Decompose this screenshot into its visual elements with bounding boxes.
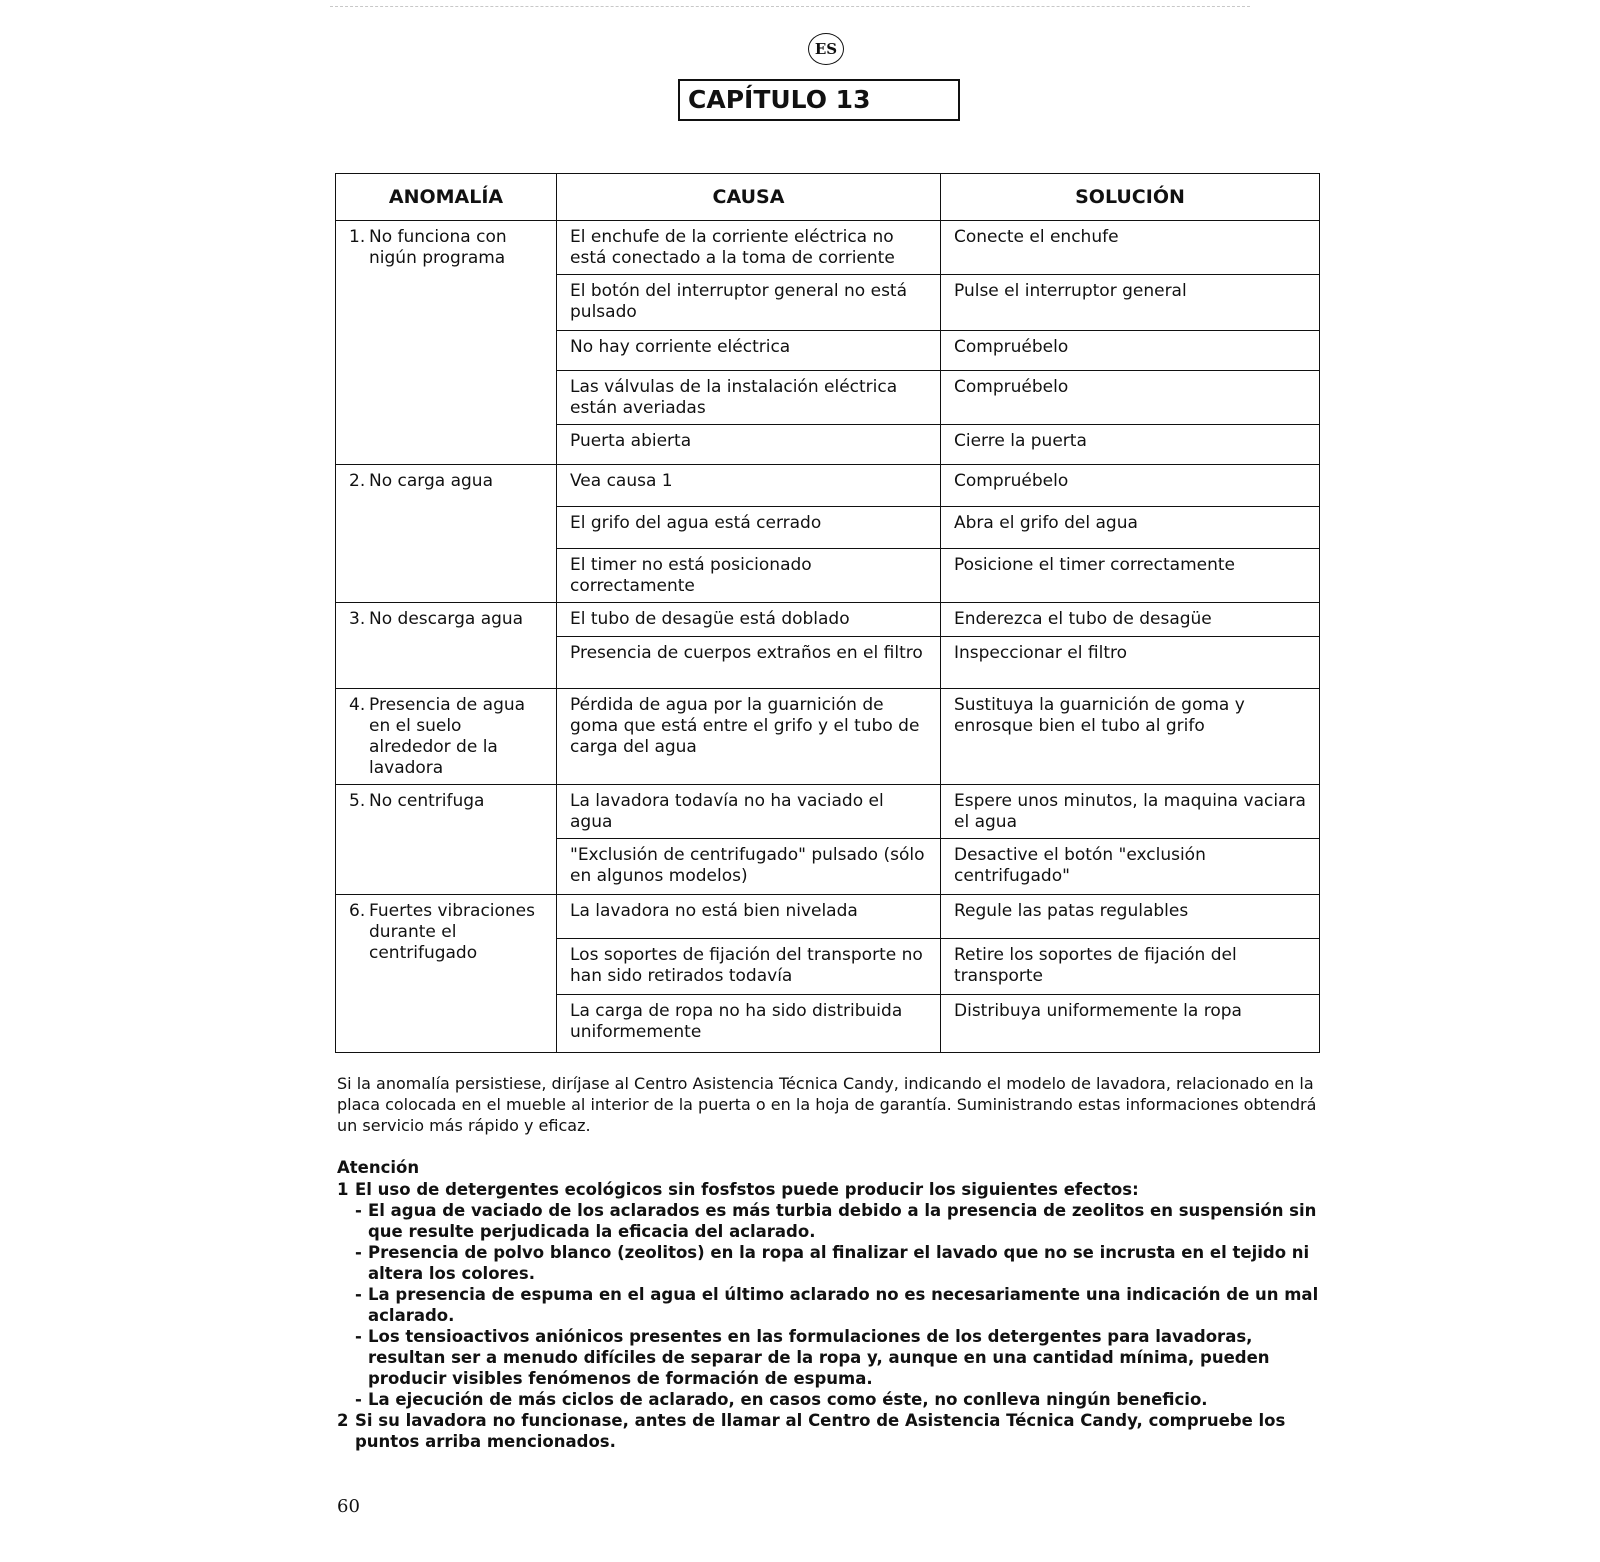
table-row — [336, 603, 1320, 637]
page-number: 60 — [337, 1496, 360, 1517]
cause-cell: No hay corriente eléctrica — [557, 331, 941, 371]
attention-item-1 — [337, 1179, 1327, 1200]
anomaly-text: No descarga agua — [369, 609, 524, 629]
cause-cell: El grifo del agua está cerrado — [557, 507, 941, 549]
solution-cell: Enderezca el tubo de desagüe — [941, 603, 1320, 637]
bullet-text: La ejecución de más ciclos de aclarado, en casos como éste, no conlleva ningún beneficio. — [368, 1390, 1208, 1409]
table-row — [336, 895, 1320, 939]
cause-cell: El botón del interruptor general no está pulsado — [557, 275, 941, 331]
table-row — [336, 785, 1320, 839]
anomaly-text: Presencia de agua en el suelo alrededor de la lavadora — [369, 695, 526, 778]
anomaly-number: 5. — [349, 791, 366, 811]
bullet-text: La presencia de espuma en el agua el último aclarado no es necesariamente una indicación de un mal aclarado. — [368, 1285, 1319, 1325]
item-text: Si su lavadora no funcionase, antes de llamar al Centro de Asistencia Técnica Candy, compruebe los puntos arriba mencionados. — [355, 1411, 1286, 1451]
attention-bullet — [337, 1389, 1327, 1410]
attention-title: Atención — [337, 1158, 420, 1177]
anomaly-text: No funciona con nigún programa — [369, 227, 507, 268]
anomaly-text: Fuertes vibraciones durante el centrifugado — [369, 901, 535, 963]
attention-bullet — [337, 1284, 1327, 1326]
bullet-dash: - — [355, 1243, 362, 1262]
table-row — [336, 465, 1320, 507]
solution-cell: Sustituya la guarnición de goma y enrosque bien el tubo al grifo — [941, 689, 1320, 785]
attention-section — [337, 1157, 1327, 1452]
cause-cell: La lavadora todavía no ha vaciado el agua — [557, 785, 941, 839]
assistance-note: Si la anomalía persistiese, diríjase al Centro Asistencia Técnica Candy, indicando el modelo de lavadora, relacionado en la placa colocada en el mueble al interior de la puerta o en la hoja de garantía. Suministrando estas informaciones obtendrá un servicio más rápido y eficaz. — [337, 1074, 1317, 1135]
top-scan-line — [330, 6, 1250, 7]
language-badge: ES — [808, 33, 844, 65]
attention-bullets — [337, 1200, 1327, 1410]
header-solucion: SOLUCIÓN — [941, 174, 1320, 221]
chapter-title: CAPÍTULO 13 — [678, 79, 960, 121]
cause-cell: La lavadora no está bien nivelada — [557, 895, 941, 939]
solution-cell: Conecte el enchufe — [941, 221, 1320, 275]
cause-cell: El tubo de desagüe está doblado — [557, 603, 941, 637]
attention-bullet — [337, 1242, 1327, 1284]
anomaly-cell — [336, 603, 557, 689]
solution-cell: Inspeccionar el filtro — [941, 637, 1320, 689]
item-number: 2 — [337, 1411, 349, 1430]
cause-cell: El timer no está posicionado correctamente — [557, 549, 941, 603]
cause-cell: Vea causa 1 — [557, 465, 941, 507]
cause-cell: Las válvulas de la instalación eléctrica están averiadas — [557, 371, 941, 425]
anomaly-cell — [336, 221, 557, 465]
anomaly-number: 4. — [349, 695, 366, 715]
item-text: El uso de detergentes ecológicos sin fosfstos puede producir los siguientes efectos: — [355, 1180, 1139, 1199]
anomaly-cell — [336, 689, 557, 785]
anomaly-number: 6. — [349, 901, 366, 921]
bullet-text: Los tensioactivos aniónicos presentes en las formulaciones de los detergentes para lavadoras, resultan ser a menudo difíciles de separar de la ropa y, aunque en una cantidad mínima, pueden producir visibles fenómenos de formación de espuma. — [368, 1327, 1270, 1388]
anomaly-text: No centrifuga — [369, 791, 485, 811]
attention-bullet — [337, 1200, 1327, 1242]
anomaly-number: 3. — [349, 609, 366, 629]
cause-cell: Puerta abierta — [557, 425, 941, 465]
solution-cell: Cierre la puerta — [941, 425, 1320, 465]
cause-cell: Presencia de cuerpos extraños en el filtro — [557, 637, 941, 689]
troubleshooting-table — [335, 173, 1320, 1053]
bullet-dash: - — [355, 1285, 362, 1304]
solution-cell: Desactive el botón "exclusión centrifugado" — [941, 839, 1320, 895]
anomaly-text: No carga agua — [369, 471, 493, 491]
cause-cell: "Exclusión de centrifugado" pulsado (sólo en algunos modelos) — [557, 839, 941, 895]
bullet-dash: - — [355, 1390, 362, 1409]
solution-cell: Distribuya uniformemente la ropa — [941, 995, 1320, 1053]
header-causa: CAUSA — [557, 174, 941, 221]
anomaly-cell — [336, 895, 557, 1053]
anomaly-cell — [336, 785, 557, 895]
solution-cell: Compruébelo — [941, 331, 1320, 371]
bullet-text: Presencia de polvo blanco (zeolitos) en la ropa al finalizar el lavado que no se incrusta en el tejido ni altera los colores. — [368, 1243, 1310, 1283]
solution-cell: Regule las patas regulables — [941, 895, 1320, 939]
cause-cell: Pérdida de agua por la guarnición de goma que está entre el grifo y el tubo de carga del agua — [557, 689, 941, 785]
solution-cell: Espere unos minutos, la maquina vaciara el agua — [941, 785, 1320, 839]
anomaly-number: 1. — [349, 227, 366, 247]
header-anomalia: ANOMALÍA — [336, 174, 557, 221]
item-number: 1 — [337, 1180, 349, 1199]
solution-cell: Compruébelo — [941, 371, 1320, 425]
bullet-dash: - — [355, 1201, 362, 1220]
solution-cell: Compruébelo — [941, 465, 1320, 507]
table-header-row — [336, 174, 1320, 221]
solution-cell: Posicione el timer correctamente — [941, 549, 1320, 603]
attention-item-2 — [337, 1410, 1327, 1452]
attention-bullet — [337, 1326, 1327, 1389]
cause-cell: El enchufe de la corriente eléctrica no está conectado a la toma de corriente — [557, 221, 941, 275]
table-row — [336, 221, 1320, 275]
cause-cell: La carga de ropa no ha sido distribuida uniformemente — [557, 995, 941, 1053]
anomaly-cell — [336, 465, 557, 603]
anomaly-number: 2. — [349, 471, 366, 491]
bullet-text: El agua de vaciado de los aclarados es más turbia debido a la presencia de zeolitos en suspensión sin que resulte perjudicada la eficacia del aclarado. — [368, 1201, 1317, 1241]
solution-cell: Pulse el interruptor general — [941, 275, 1320, 331]
cause-cell: Los soportes de fijación del transporte no han sido retirados todavía — [557, 939, 941, 995]
solution-cell: Retire los soportes de fijación del transporte — [941, 939, 1320, 995]
table-row — [336, 689, 1320, 785]
bullet-dash: - — [355, 1327, 362, 1346]
solution-cell: Abra el grifo del agua — [941, 507, 1320, 549]
